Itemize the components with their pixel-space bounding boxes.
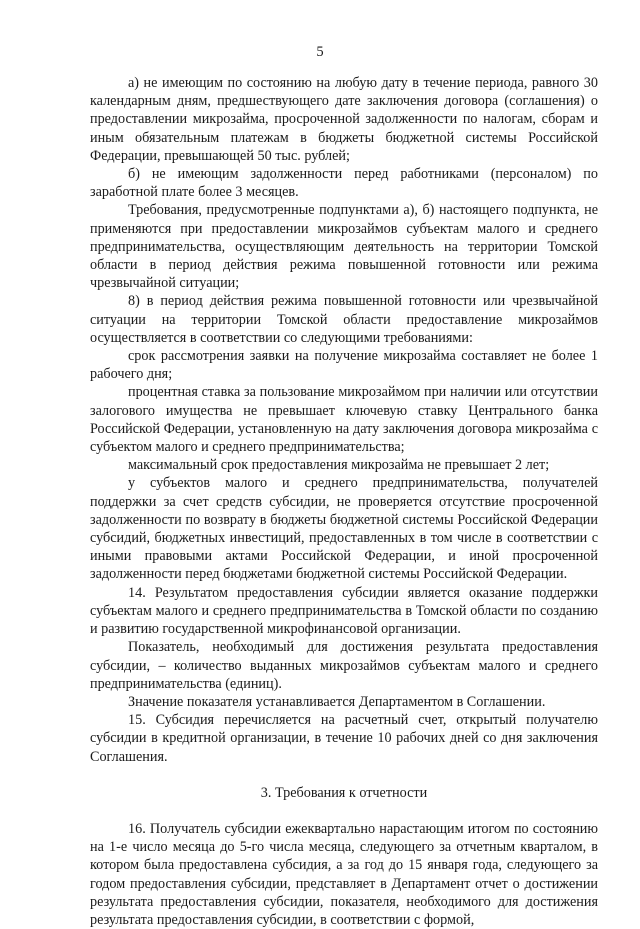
paragraph-indicator: Показатель, необходимый для достижения результата предоставления субсидии, – количество выданных микрозаймов субъектам малого и среднего предпринимательства (единиц). <box>90 639 598 692</box>
document-body <box>90 74 598 929</box>
paragraph-no-check: у субъектов малого и среднего предпринимательства, получателей поддержки за счет средств субсидии, не проверяется отсутствие просроченной задолженности по возврату в бюджеты бюджетной системы Российской Федерации субсидий, бюджетных инвестиций, предоставленных в том числе в соответствии с иными правовыми актами Российской Федерации, и иной просроченной задолженности перед бюджетами бюджетной системы Российской Федерации. <box>90 475 598 583</box>
paragraph-max-term: максимальный срок предоставления микрозайма не превышает 2 лет; <box>128 457 550 474</box>
paragraph-interest-rate: процентная ставка за пользование микрозаймом при наличии или отсутствии залогового имущества не превышает ключевую ставку Центрального банка Российской Федерации, установленную на дату заключения договора микрозайма с субъектом малого и среднего предпринимательства; <box>90 384 598 456</box>
paragraph-indicator-value: Значение показателя устанавливается Департаментом в Соглашении. <box>128 693 546 710</box>
paragraph-15: 15. Субсидия перечисляется на расчетный счет, открытый получателю субсидии в кредитной организации, в течение 10 рабочих дней со дня заключения Соглашения. <box>90 712 598 765</box>
paragraph-item-a: а) не имеющим по состоянию на любую дату в течение периода, равного 30 календарным дням, предшествующего дате заключения договора (соглашения) о предоставлении микрозайма, просроченной задолженности по налогам, сборам и иным обязательным платежам в бюджеты бюджетной системы Российской Федерации, превышающей 50 тыс. рублей; <box>90 75 598 164</box>
paragraph-14: 14. Результатом предоставления субсидии является оказание поддержки субъектам малого и среднего предпринимательства в Томской области по созданию и развитию государственной микрофинансовой организации. <box>90 584 598 638</box>
paragraph-exemption: Требования, предусмотренные подпунктами а), б) настоящего подпункта, не применяются при предоставлении микрозаймов субъектам малого и среднего предпринимательства, осуществляющим деятельность на территории Томской области в период действия режима повышенной готовности или режима чрезвычайной ситуации; <box>90 202 598 292</box>
paragraph-16: 16. Получатель субсидии ежеквартально нарастающим итогом по состоянию на 1-е число месяца до 5-го числа месяца, следующего за отчетным кварталом, в котором была предоставлена субсидия, а за год до 15 января года, следующего за годом предоставления субсидии, представляет в Департамент отчет о достижении результата предоставления субсидии, показателя, необходимого для достижения результата предоставления субсидии, в соответствии с формой, <box>90 820 598 928</box>
page-number: 5 <box>316 44 324 60</box>
paragraph-item-b: б) не имеющим задолженности перед работниками (персоналом) по заработной плате более 3 месяцев. <box>90 166 598 201</box>
section-heading: 3. Требования к отчетности <box>260 784 428 801</box>
paragraph-item-8: 8) в период действия режима повышенной готовности или чрезвычайной ситуации на территории Томской области предоставление микрозаймов осуществляется в соответствии со следующими требованиями: <box>90 293 598 346</box>
paragraph-review-term: срок рассмотрения заявки на получение микрозайма составляет не более 1 рабочего дня; <box>90 348 598 383</box>
